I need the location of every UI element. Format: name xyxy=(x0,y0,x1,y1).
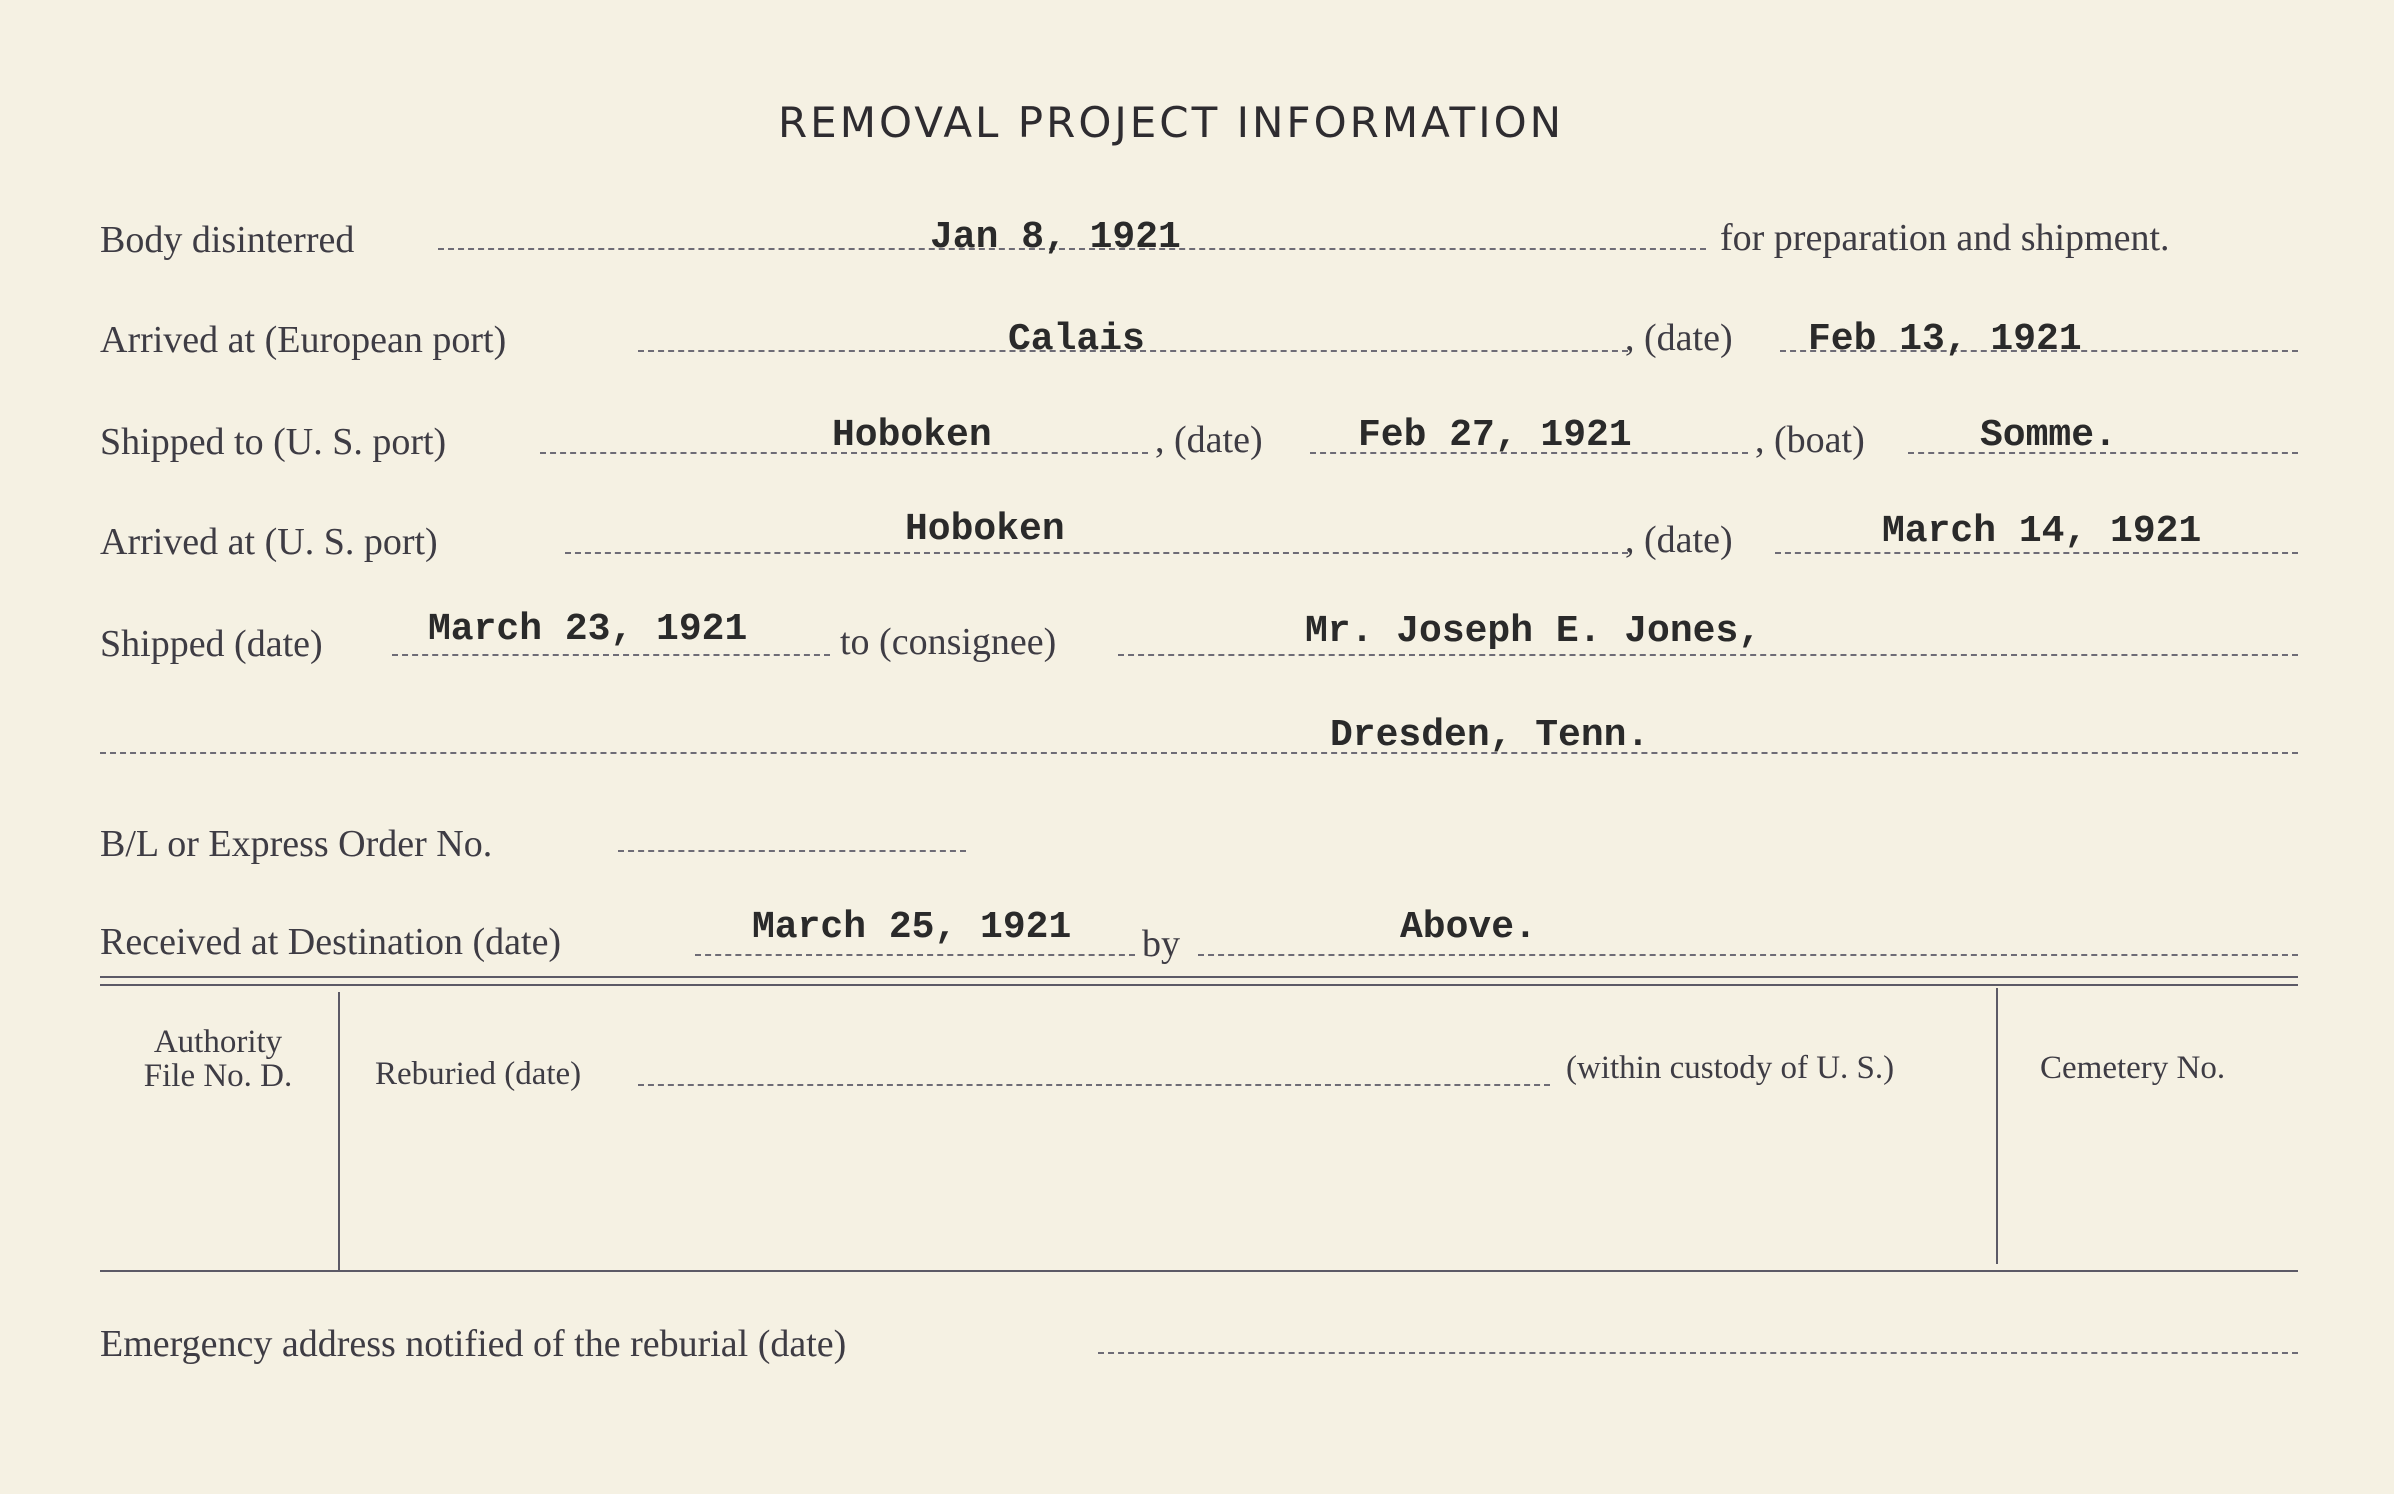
body-disinterred-label: Body disinterred xyxy=(100,219,355,261)
double-rule-top xyxy=(100,976,2298,978)
reburied-suffix: (within custody of U. S.) xyxy=(1566,1050,1895,1086)
box-divider-right xyxy=(1996,988,1998,1264)
shipped-date-line xyxy=(392,654,830,656)
authority-label-2: File No. D. xyxy=(143,1058,293,1094)
body-disinterred-value: Jan 8, 1921 xyxy=(930,216,1181,259)
shipped-us-label: Shipped to (U. S. port) xyxy=(100,421,447,463)
bl-order-line xyxy=(618,850,966,852)
received-label: Received at Destination (date) xyxy=(100,921,562,963)
box-divider-left xyxy=(338,992,340,1270)
arrived-us-port: Hoboken xyxy=(905,508,1065,551)
double-rule-bottom xyxy=(100,984,2298,986)
shipped-us-boat-label: , (boat) xyxy=(1755,419,1865,461)
reburied-line xyxy=(638,1084,1550,1086)
arrived-us-date-label: , (date) xyxy=(1625,519,1733,561)
received-date: March 25, 1921 xyxy=(752,906,1072,949)
consignee-value-2: Dresden, Tenn. xyxy=(1330,714,1650,757)
shipped-us-date: Feb 27, 1921 xyxy=(1358,414,1632,457)
received-date-line xyxy=(695,954,1135,956)
arrived-european-date: Feb 13, 1921 xyxy=(1808,318,2082,361)
consignee-line-1 xyxy=(1118,654,2298,656)
arrived-us-port-line xyxy=(565,552,1628,554)
body-disinterred-suffix: for preparation and shipment. xyxy=(1720,217,2170,259)
box-bottom-rule xyxy=(100,1270,2298,1272)
arrived-european-date-label: , (date) xyxy=(1625,317,1733,359)
consignee-line-2 xyxy=(100,752,2298,754)
shipped-us-port: Hoboken xyxy=(832,414,992,457)
shipped-us-boat: Somme. xyxy=(1980,414,2117,457)
arrived-us-date: March 14, 1921 xyxy=(1882,510,2202,553)
consignee-value-1: Mr. Joseph E. Jones, xyxy=(1305,610,1762,653)
reburied-label: Reburied (date) xyxy=(375,1056,582,1092)
emergency-line xyxy=(1098,1352,2298,1354)
arrived-european-label: Arrived at (European port) xyxy=(100,319,507,361)
received-by-label: by xyxy=(1142,923,1180,965)
authority-label-1: Authority xyxy=(153,1024,283,1060)
received-by-line xyxy=(1198,954,2298,956)
shipped-date-value: March 23, 1921 xyxy=(428,608,748,651)
bl-order-label: B/L or Express Order No. xyxy=(100,823,493,865)
arrived-european-port: Calais xyxy=(1008,318,1145,361)
cemetery-label: Cemetery No. xyxy=(2040,1050,2226,1086)
shipped-us-date-label: , (date) xyxy=(1155,419,1263,461)
form-title: REMOVAL PROJECT INFORMATION xyxy=(778,98,1565,147)
arrived-us-label: Arrived at (U. S. port) xyxy=(100,521,438,563)
consignee-label: to (consignee) xyxy=(840,621,1057,663)
emergency-label: Emergency address notified of the reburial (date) xyxy=(100,1323,847,1365)
received-by-value: Above. xyxy=(1400,906,1537,949)
shipped-date-label: Shipped (date) xyxy=(100,623,323,665)
